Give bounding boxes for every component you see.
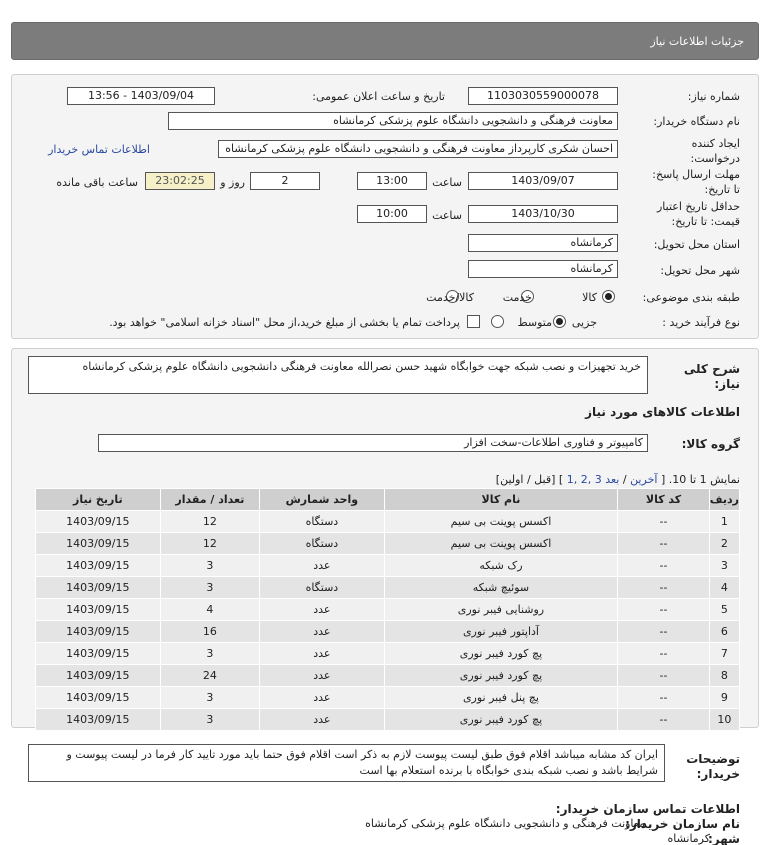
- cell-unit: عدد: [260, 665, 384, 687]
- table-row[interactable]: [36, 687, 740, 709]
- contact-title: اطلاعات تماس سازمان خریدار:: [555, 802, 740, 816]
- reply-time-label: ساعت: [432, 176, 462, 189]
- reply-date-field[interactable]: 1403/09/07: [468, 172, 618, 190]
- validity-time-label: ساعت: [432, 209, 462, 222]
- cell-qty: 3: [160, 709, 260, 731]
- cell-n: 2: [709, 533, 739, 555]
- need-number-label: شماره نیاز:: [687, 90, 740, 103]
- summary-label: شرح کلی: [683, 362, 740, 376]
- cell-date: 1403/09/15: [36, 665, 161, 687]
- col-date: تاریخ نیاز: [36, 489, 161, 511]
- cell-name: پچ کورد فیبر نوری: [384, 643, 618, 665]
- cell-n: 9: [709, 687, 739, 709]
- cell-n: 5: [709, 599, 739, 621]
- validity-label: حداقل تاریخ اعتبار: [656, 200, 740, 213]
- category-option-goods: کالا: [582, 291, 597, 304]
- cell-unit: دستگاه: [260, 511, 384, 533]
- cell-unit: دستگاه: [260, 577, 384, 599]
- items-table-wrap: [35, 488, 740, 731]
- process-radio-minor[interactable]: [553, 315, 566, 328]
- validity-label-2: قیمت: تا تاریخ:: [671, 215, 740, 228]
- col-code: کد کالا: [618, 489, 710, 511]
- table-row[interactable]: [36, 643, 740, 665]
- cell-name: پچ کورد فیبر نوری: [384, 665, 618, 687]
- announce-field[interactable]: 1403/09/04 - 13:56: [67, 87, 215, 105]
- page-header: [11, 22, 759, 60]
- cell-name: آداپتور فیبر نوری: [384, 621, 618, 643]
- cell-qty: 3: [160, 643, 260, 665]
- col-row: ردیف: [709, 489, 739, 511]
- table-row[interactable]: [36, 555, 740, 577]
- cell-date: 1403/09/15: [36, 709, 161, 731]
- cell-code: --: [618, 511, 710, 533]
- cell-n: 10: [709, 709, 739, 731]
- table-row[interactable]: [36, 709, 740, 731]
- cell-name: اکسس پوینت بی سیم: [384, 511, 618, 533]
- col-unit: واحد شمارش: [260, 489, 384, 511]
- cell-date: 1403/09/15: [36, 577, 161, 599]
- table-row[interactable]: [36, 665, 740, 687]
- cell-code: --: [618, 599, 710, 621]
- cell-name: سوئیچ شبکه: [384, 577, 618, 599]
- cell-code: --: [618, 533, 710, 555]
- pagination: نمایش 1 تا 10. [ آخرین / بعد 3 ,2 ,1 ] [قبل / اولین]: [495, 473, 740, 486]
- province-field[interactable]: کرمانشاه: [468, 234, 618, 252]
- items-table-header: [36, 489, 740, 511]
- table-row[interactable]: [36, 511, 740, 533]
- cell-code: --: [618, 665, 710, 687]
- summary-text: خرید تجهیزات و نصب شبکه جهت خوابگاه شهید حسن نصرالله معاونت فرهنگی دانشجویی دانشگاه علوم پزشکی کرمانشاه: [28, 356, 648, 394]
- cell-name: پچ کورد فیبر نوری: [384, 709, 618, 731]
- cell-unit: عدد: [260, 687, 384, 709]
- col-name: نام کالا: [384, 489, 618, 511]
- cell-qty: 16: [160, 621, 260, 643]
- creator-label-2: درخواست:: [690, 152, 740, 165]
- category-option-goods-service: کالا/خدمت: [426, 291, 474, 304]
- cell-code: --: [618, 709, 710, 731]
- cell-qty: 12: [160, 533, 260, 555]
- cell-date: 1403/09/15: [36, 599, 161, 621]
- cell-date: 1403/09/15: [36, 555, 161, 577]
- contact-org-label: نام سازمان خریدار:: [625, 817, 740, 831]
- cell-n: 8: [709, 665, 739, 687]
- payment-note: پرداخت تمام یا بخشی از مبلغ خرید،از محل "اسناد خزانه اسلامی" خواهد بود.: [109, 316, 460, 329]
- buyer-notes-text: ایران کد مشابه میباشد اقلام فوق طبق لیست پیوست لازم به ذکر است اقلام فوق حتما باید مورد تایید کار فرما در لیست پیوست و شرایط باشد و نصب شبکه بندی خوابگاه با برنده استعلام بها است: [28, 744, 665, 782]
- pagination-pages[interactable]: 3 ,2 ,1: [566, 473, 602, 486]
- buyer-org-label: نام دستگاه خریدار:: [653, 115, 740, 128]
- cell-n: 1: [709, 511, 739, 533]
- cell-unit: عدد: [260, 621, 384, 643]
- days-label: روز و: [220, 176, 245, 189]
- cell-qty: 3: [160, 555, 260, 577]
- cell-code: --: [618, 555, 710, 577]
- cell-unit: عدد: [260, 599, 384, 621]
- summary-label-2: نیاز:: [714, 377, 740, 391]
- reply-deadline-label: مهلت ارسال پاسخ:: [652, 168, 740, 181]
- table-row[interactable]: [36, 599, 740, 621]
- buyer-contact-link[interactable]: اطلاعات تماس خریدار: [48, 143, 150, 156]
- page-title: جزئیات اطلاعات نیاز: [650, 35, 744, 48]
- cell-code: --: [618, 643, 710, 665]
- cell-name: اکسس پوینت بی سیم: [384, 533, 618, 555]
- validity-time-field[interactable]: 10:00: [357, 205, 427, 223]
- contact-city-label: شهر:: [708, 832, 740, 845]
- reply-time-field[interactable]: 13:00: [357, 172, 427, 190]
- pagination-next-link[interactable]: بعد: [605, 473, 620, 486]
- cell-code: --: [618, 621, 710, 643]
- category-radio-goods[interactable]: [602, 290, 615, 303]
- process-option-medium: متوسط: [517, 316, 552, 329]
- cell-name: روشنایی فیبر نوری: [384, 599, 618, 621]
- pagination-last-link[interactable]: آخرین: [630, 473, 658, 486]
- cell-n: 7: [709, 643, 739, 665]
- buyer-notes-label-2: خریدار:: [696, 767, 740, 781]
- cell-unit: دستگاه: [260, 533, 384, 555]
- goods-section-title: اطلاعات کالاهای مورد نیاز: [585, 405, 740, 419]
- category-label: طبقه بندی موضوعی:: [642, 291, 740, 304]
- table-row[interactable]: [36, 577, 740, 599]
- col-qty: تعداد / مقدار: [160, 489, 260, 511]
- buyer-notes-label: توضیحات: [686, 752, 740, 766]
- need-number-field[interactable]: 1103030559000078: [468, 87, 618, 105]
- cell-n: 4: [709, 577, 739, 599]
- city-field[interactable]: کرمانشاه: [468, 260, 618, 278]
- creator-label: ایجاد کننده: [691, 137, 740, 150]
- cell-name: پچ پنل فیبر نوری: [384, 687, 618, 709]
- cell-date: 1403/09/15: [36, 687, 161, 709]
- announce-label: تاریخ و ساعت اعلان عمومی:: [312, 90, 445, 103]
- cell-n: 3: [709, 555, 739, 577]
- city-label: شهر محل تحویل:: [660, 264, 740, 277]
- cell-unit: عدد: [260, 643, 384, 665]
- days-field[interactable]: 2: [250, 172, 320, 190]
- group-field[interactable]: کامپیوتر و فناوری اطلاعات-سخت افزار: [98, 434, 648, 452]
- process-label: نوع فرآیند خرید :: [662, 316, 740, 329]
- cell-qty: 12: [160, 511, 260, 533]
- cell-n: 6: [709, 621, 739, 643]
- pagination-tail: ] [قبل / اولین]: [495, 473, 564, 486]
- cell-unit: عدد: [260, 555, 384, 577]
- contact-org-value: معاونت فرهنگی و دانشجویی دانشگاه علوم پزشکی کرمانشاه: [365, 817, 645, 830]
- validity-date-field[interactable]: 1403/10/30: [468, 205, 618, 223]
- cell-date: 1403/09/15: [36, 643, 161, 665]
- category-option-service: خدمت: [502, 291, 532, 304]
- cell-qty: 24: [160, 665, 260, 687]
- cell-date: 1403/09/15: [36, 511, 161, 533]
- creator-field[interactable]: احسان شکری کارپرداز معاونت فرهنگی و دانشجویی دانشگاه علوم پزشکی کرمانشاه: [218, 140, 618, 158]
- table-row[interactable]: [36, 621, 740, 643]
- province-label: استان محل تحویل:: [653, 238, 740, 251]
- cell-qty: 3: [160, 577, 260, 599]
- remaining-time-field: 23:02:25: [145, 172, 215, 190]
- cell-qty: 4: [160, 599, 260, 621]
- group-label: گروه کالا:: [681, 437, 740, 451]
- reply-deadline-label-2: تا تاریخ:: [704, 183, 740, 196]
- cell-name: رک شبکه: [384, 555, 618, 577]
- process-radio-medium[interactable]: [491, 315, 504, 328]
- cell-date: 1403/09/15: [36, 621, 161, 643]
- buyer-org-field[interactable]: معاونت فرهنگی و دانشجویی دانشگاه علوم پزشکی کرمانشاه: [168, 112, 618, 130]
- cell-code: --: [618, 687, 710, 709]
- treasury-checkbox[interactable]: [467, 315, 480, 328]
- cell-date: 1403/09/15: [36, 533, 161, 555]
- table-row[interactable]: [36, 533, 740, 555]
- items-table: [35, 488, 740, 731]
- cell-qty: 3: [160, 687, 260, 709]
- process-option-minor: جزیی: [571, 316, 597, 329]
- cell-code: --: [618, 577, 710, 599]
- remaining-label: ساعت باقی مانده: [56, 176, 138, 189]
- contact-city-value: کرمانشاه: [667, 832, 710, 845]
- pagination-text: نمایش 1 تا 10. [: [660, 473, 740, 486]
- cell-unit: عدد: [260, 709, 384, 731]
